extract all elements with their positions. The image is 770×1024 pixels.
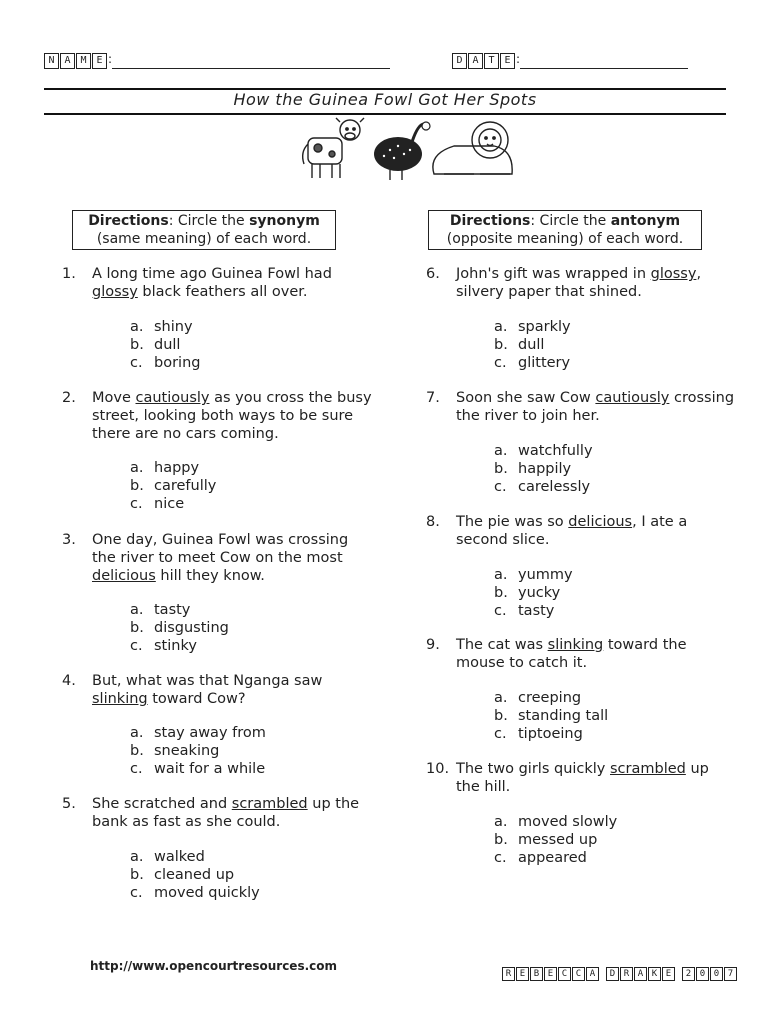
header-row — [44, 48, 724, 72]
answer-option[interactable]: a. watchfully — [494, 443, 593, 459]
boxed-letter: C — [558, 967, 571, 981]
boxed-letter: 7 — [724, 967, 737, 981]
guinea-fowl-icon — [374, 122, 430, 180]
boxed-letter: D — [606, 967, 619, 981]
boxed-letter: B — [530, 967, 543, 981]
question-number: 3. — [62, 532, 76, 548]
question-text: Move cautiously as you cross the busy street, looking both ways to be sure there are no cars coming. — [92, 390, 372, 442]
vocabulary-word: glossy — [650, 266, 697, 282]
name-label: N A M E : — [44, 48, 112, 69]
answer-option[interactable]: b. standing tall — [494, 708, 609, 724]
vocabulary-word: slinking — [547, 637, 604, 653]
boxed-letter: A — [468, 53, 483, 69]
answer-option[interactable]: a. happy — [130, 460, 200, 476]
question-number: 4. — [62, 673, 76, 689]
answer-option[interactable]: c. carelessly — [494, 479, 591, 495]
answer-option[interactable]: c. boring — [130, 355, 201, 371]
boxed-letter: E — [544, 967, 557, 981]
answer-option[interactable]: b. messed up — [494, 832, 598, 848]
boxed-letter: N — [44, 53, 59, 69]
vocabulary-word: slinking — [92, 691, 148, 707]
question-number: 6. — [426, 266, 440, 282]
question-text: Soon she saw Cow cautiously crossing the river to join her. — [456, 390, 735, 424]
boxed-letter: T — [484, 53, 499, 69]
boxed-letter: K — [648, 967, 661, 981]
answer-option[interactable]: c. appeared — [494, 850, 587, 866]
credit-boxed — [502, 961, 738, 981]
answer-option[interactable]: a. tasty — [130, 602, 191, 618]
answer-option[interactable]: c. wait for a while — [130, 761, 266, 777]
cow-icon — [303, 118, 364, 178]
title-rule-bottom — [44, 113, 726, 115]
vocabulary-word: glossy — [92, 284, 138, 300]
boxed-letter: A — [634, 967, 647, 981]
boxed-letter: E — [500, 53, 515, 69]
vocabulary-word: cautiously — [595, 390, 670, 406]
answer-option[interactable]: c. tasty — [494, 603, 555, 619]
question-text: The cat was slinking toward the mouse to catch it. — [456, 637, 687, 671]
date-label: D A T E : — [452, 48, 520, 69]
story-illustration — [294, 116, 520, 182]
answer-option[interactable]: a. stay away from — [130, 725, 266, 741]
page-title: How the Guinea Fowl Got Her Spots — [233, 90, 537, 109]
vocabulary-word: delicious — [92, 568, 156, 584]
answer-option[interactable]: a. yummy — [494, 567, 573, 583]
question-number: 7. — [426, 390, 440, 406]
answer-option[interactable]: b. dull — [494, 337, 545, 353]
answer-option[interactable]: b. sneaking — [130, 743, 220, 759]
boxed-letter: E — [516, 967, 529, 981]
vocabulary-word: delicious — [568, 514, 633, 530]
boxed-letter: C — [572, 967, 585, 981]
answer-option[interactable]: c. glittery — [494, 355, 571, 371]
name-field[interactable] — [44, 48, 390, 69]
answer-option[interactable]: b. yucky — [494, 585, 561, 601]
question-number: 10. — [426, 761, 450, 777]
footer-url[interactable]: http://www.opencourtresources.com — [90, 959, 338, 973]
boxed-letter: 0 — [710, 967, 723, 981]
question-number: 1. — [62, 266, 76, 282]
question-text: But, what was that Nganga saw slinking toward Cow? — [92, 673, 323, 707]
vocabulary-word: cautiously — [135, 390, 210, 406]
question-text: John's gift was wrapped in glossy, silvery paper that shined. — [456, 266, 702, 300]
answer-option[interactable]: b. carefully — [130, 478, 217, 494]
directions-left: Directions: Circle the synonym (same meaning) of each word. — [72, 210, 336, 250]
boxed-letter: E — [662, 967, 675, 981]
answer-option[interactable]: a. walked — [130, 849, 205, 865]
answer-option[interactable]: b. dull — [130, 337, 181, 353]
lion-icon — [433, 122, 512, 174]
answer-option[interactable]: b. disgusting — [130, 620, 229, 636]
question-number: 2. — [62, 390, 76, 406]
boxed-letter: M — [76, 53, 91, 69]
boxed-letter: R — [620, 967, 633, 981]
date-line[interactable] — [520, 54, 688, 69]
date-field[interactable] — [452, 48, 688, 69]
vocabulary-word: scrambled — [610, 761, 686, 777]
answer-option[interactable]: c. moved quickly — [130, 885, 260, 901]
name-line[interactable] — [112, 54, 390, 69]
boxed-letter: E — [92, 53, 107, 69]
answer-option[interactable]: c. tiptoeing — [494, 726, 583, 742]
boxed-letter: A — [586, 967, 599, 981]
question-text: The two girls quickly scrambled up the hill. — [456, 761, 709, 795]
boxed-letter: D — [452, 53, 467, 69]
directions-right: Directions: Circle the antonym (opposite meaning) of each word. — [428, 210, 702, 250]
question-text: She scratched and scrambled up the bank as fast as she could. — [92, 796, 360, 830]
answer-option[interactable]: a. sparkly — [494, 319, 571, 335]
boxed-letter: A — [60, 53, 75, 69]
vocabulary-word: scrambled — [231, 796, 308, 812]
answer-option[interactable]: c. nice — [130, 496, 185, 512]
question-number: 8. — [426, 514, 440, 530]
question-number: 9. — [426, 637, 440, 653]
question-number: 5. — [62, 796, 76, 812]
answer-option[interactable]: a. shiny — [130, 319, 193, 335]
footer-credit — [502, 961, 738, 981]
question-text: The pie was so delicious, I ate a second slice. — [456, 514, 688, 548]
question-text: One day, Guinea Fowl was crossing the river to meet Cow on the most delicious hill they know. — [92, 532, 349, 584]
boxed-letter: R — [502, 967, 515, 981]
boxed-letter: 0 — [696, 967, 709, 981]
answer-option[interactable]: c. stinky — [130, 638, 197, 654]
question-text: A long time ago Guinea Fowl had glossy black feathers all over. — [92, 266, 332, 300]
answer-option[interactable]: b. cleaned up — [130, 867, 235, 883]
boxed-letter: 2 — [682, 967, 695, 981]
answer-option[interactable]: a. moved slowly — [494, 814, 618, 830]
answer-option[interactable]: a. creeping — [494, 690, 582, 706]
answer-option[interactable]: b. happily — [494, 461, 572, 477]
